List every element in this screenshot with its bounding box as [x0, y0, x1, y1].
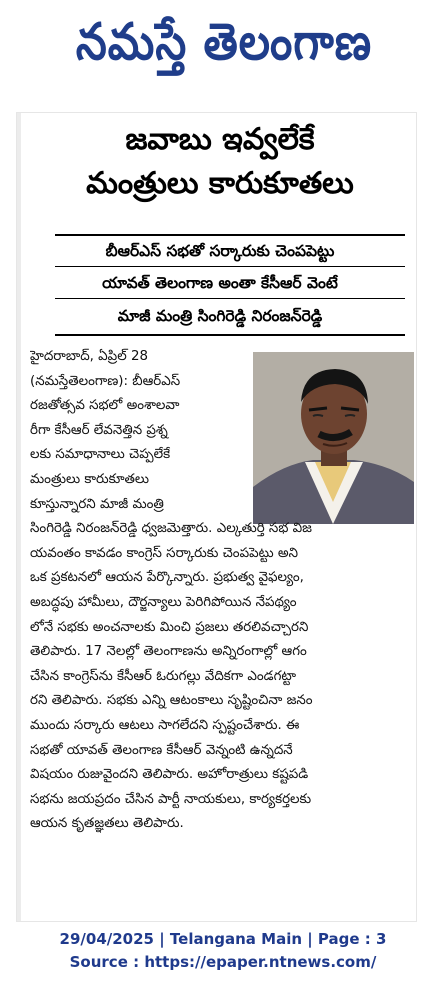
article-headline — [30, 118, 410, 206]
body-line: లోనే సభకు అంచనాలకు మించి ప్రజలు తరలివచ్చారని — [30, 619, 309, 635]
headline-line-1: జవాబు ఇవ్వలేకే — [125, 122, 315, 157]
subheadline-1: బీఆర్‌ఎస్ సభతో సర్కారుకు చెంపపెట్టు — [105, 242, 335, 260]
body-line: ఆయన కృతజ్ఞతలు తెలిపారు. — [30, 816, 184, 832]
subheadline-3: మాజీ మంత్రి సింగిరెడ్డి నిరంజన్‌రెడ్డి — [117, 307, 323, 325]
body-line: అబద్ధపు హామీలు, దౌర్జన్యాలు పెరిగిపోయిన నేపథ్యం — [30, 594, 297, 610]
body-line: రీగా కేసీఆర్ లేవనెత్తిన ప్రశ్న — [30, 422, 168, 438]
footer-date-edition: 29/04/2025 | Telangana Main | Page : 3 — [59, 930, 387, 948]
body-line: రని తెలిపారు. సభకు ఎన్ని ఆటంకాలు సృష్టించినా జనం — [30, 693, 313, 709]
newspaper-masthead — [14, 4, 434, 82]
subheadline-2: యావత్ తెలంగాణ అంతా కేసీఆర్ వెంటే — [102, 274, 338, 292]
body-line: చేసిన కాంగ్రెస్‌ను కేసీఆర్ ఓరుగల్లు వేదికగా ఎండగట్టా — [30, 668, 297, 684]
body-line: సింగిరెడ్డి నిరంజన్‌రెడ్డి ధ్వజమెత్తారు. ఎల్కతుర్తి సభ విజ — [30, 521, 312, 537]
divider — [55, 234, 405, 236]
body-line: యవంతం కావడం కాంగ్రెస్ సర్కారుకు చెంపపెట్టు అని — [30, 545, 298, 561]
headline-line-2: మంత్రులు కారుకూతలు — [86, 166, 354, 201]
body-line: విషయం రుజువైందని తెలిపారు. అహోరాత్రులు కష్టపడి — [30, 767, 309, 783]
divider — [55, 298, 405, 299]
body-line: (నమస్తేతెలంగాణ): బీఆర్‌ఎస్ — [30, 373, 181, 389]
body-line: ముందు సర్కారు ఆటలు సాగలేదని స్పష్టంచేశారు. ఈ — [30, 717, 300, 733]
body-line: మంత్రులు కారుకూతలు — [30, 471, 150, 487]
body-line: సభతో యావత్ తెలంగాణ కేసీఆర్ వెన్నంటి ఉన్నదనే — [30, 742, 293, 758]
body-line: లకు సమాధానాలు చెప్పలేకే — [30, 447, 171, 463]
article-body — [30, 345, 414, 837]
masthead-title: నమస్తే తెలంగాణ — [75, 13, 373, 72]
body-line: తెలిపారు. 17 నెలల్లో తెలంగాణను అన్నిరంగాల్లో ఆగం — [30, 644, 307, 660]
clipping-shadow — [17, 113, 21, 921]
divider — [55, 266, 405, 267]
body-line: రజతోత్సవ సభలో అంశాలవా — [30, 398, 180, 414]
footer-source-link[interactable]: Source : https://epaper.ntnews.com/ — [69, 953, 377, 971]
body-line: కూస్తున్నారని మాజీ మంత్రి — [30, 496, 164, 512]
body-line: సభను జయప్రదం చేసిన పార్టీ నాయకులు, కార్యకర్తలకు — [30, 791, 312, 807]
body-line: ఒక ప్రకటనలో ఆయన పేర్కొన్నారు. ప్రభుత్వ వైఫల్యం, — [30, 570, 304, 586]
body-line: హైదరాబాద్, ఏప్రిల్ 28 — [30, 349, 148, 364]
divider — [55, 334, 405, 336]
